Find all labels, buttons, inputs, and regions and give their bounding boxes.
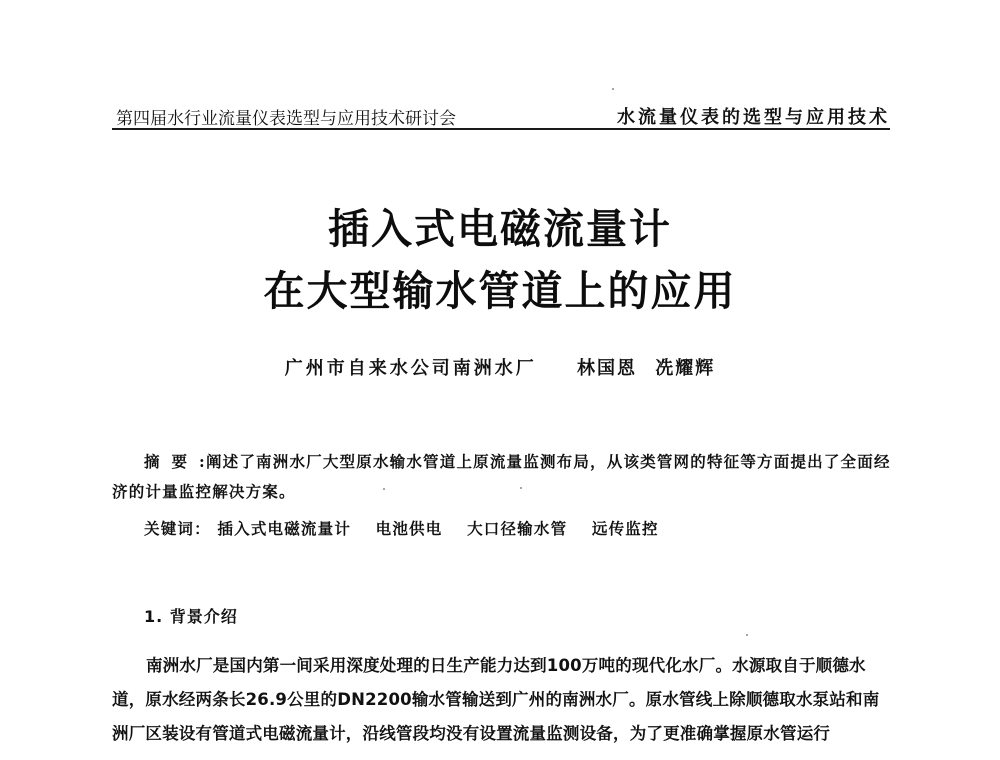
running-header [112,98,890,130]
scan-speck [383,488,385,490]
scan-speck [746,634,748,636]
author-affiliation: 广州市自来水公司南洲水厂 [284,358,537,379]
author-line [0,354,1000,380]
keyword: 电池供电 [375,519,443,538]
abstract-text: 阐述了南洲水厂大型原水输水管道上原流量监测布局，从该类管网的特征等方面提出了全面经济的计量监控解决方案。 [112,452,891,501]
author-name: 林国恩 [577,358,637,379]
section-heading: 1. 背景介绍 [144,607,238,626]
keyword: 远传监控 [591,519,659,538]
keyword: 大口径输水管 [467,519,568,538]
abstract [112,447,896,507]
author-name: 冼耀辉 [655,358,716,379]
scan-speck [520,487,522,489]
scan-speck [612,88,614,90]
conference-name: 第四届水行业流量仪表选型与应用技术研讨会 [116,109,456,129]
keywords-label: 关键词： [144,519,211,538]
paper-title-line-2: 在大型输水管道上的应用 [263,267,737,315]
abstract-label: 摘要 [144,452,200,471]
abstract-colon: : [199,452,206,471]
keyword: 插入式电磁流量计 [217,519,352,538]
proceedings-topic: 水流量仪表的选型与应用技术 [617,107,890,128]
keywords [144,517,677,539]
paper-title-line-1: 插入式电磁流量计 [328,205,672,253]
body-paragraph: 南洲水厂是国内第一间采用深度处理的日生产能力达到100万吨的现代化水厂。水源取自于顺德水道，原水经两条长26.9公里的DN2200输水管输送到广州的南洲水厂。原水管线上除顺德取水泵站和南洲厂区装设有管道式电磁流量计，沿线管段均没有设置流量监测设备，为了更准确掌握原水管运行 [112,656,880,743]
